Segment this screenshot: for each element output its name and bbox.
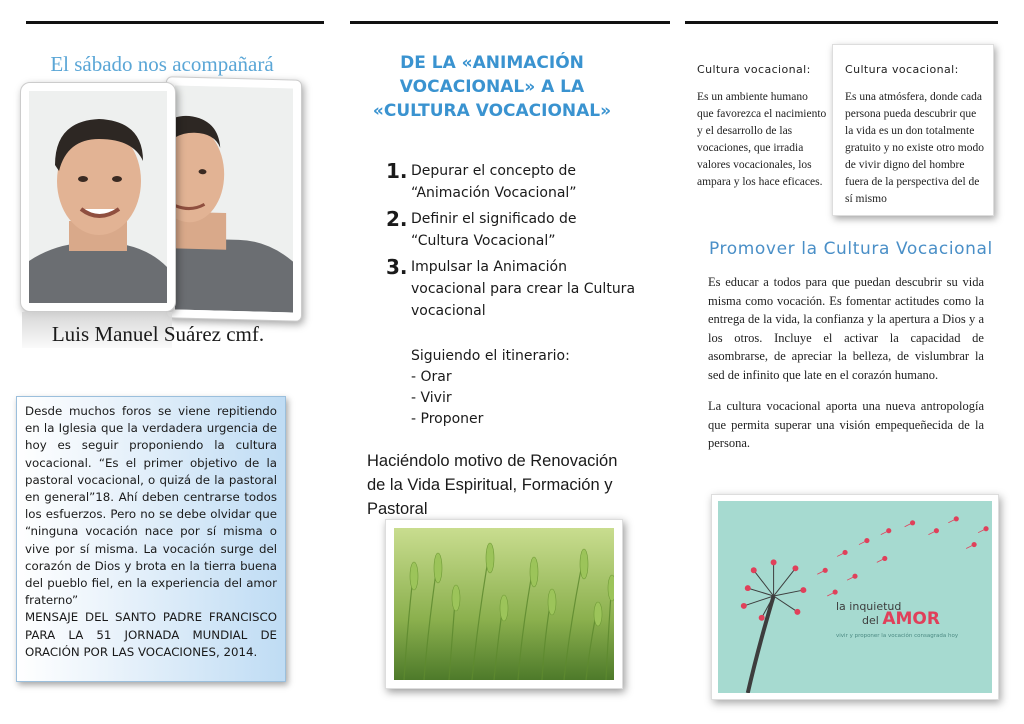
portrait-illustration [175,85,293,312]
amor-logo-del: del [862,614,879,627]
step-number: 1. [386,159,408,183]
step-item [386,256,636,322]
speaker-heading: El sábado nos acompañará [50,52,274,76]
definition-title: Cultura vocacional: [845,63,959,76]
definition-text: Es una atmósfera, donde cada persona pueda descubrir que la vida es un don totalmente gratuito y no existe otro modo de vivir digno del hombre fuera de la perspectiva del de sí mismo [845,91,984,205]
definition-text: Es un ambiente humano que favorezca el nacimiento y el desarrollo de las vocaciones, que irradia valores vocacionales, los ampara y los hace eficaces. [697,91,827,188]
section-title [366,51,618,123]
itinerary-item: - Proponer [411,411,484,427]
top-rule-right [685,21,998,24]
section-title-line: «CULTURA VOCACIONAL» [372,101,612,121]
itinerary-heading: Siguiendo el itinerario: [411,348,570,364]
step-number: 3. [386,255,408,279]
speaker-name: Luis Manuel Suárez cmf. [51,322,265,346]
top-rule-left [26,21,324,24]
promote-heading: Promover la Cultura Vocacional [709,239,993,259]
top-rule-middle [350,21,670,24]
wheat-illustration [394,528,614,680]
definition-ambiente [697,63,827,191]
amor-logo-line: la inquietud [836,600,902,613]
step-text: Definir el significado de “Cultura Vocacional” [411,211,577,249]
section-title-line: VOCACIONAL» A LA [399,77,585,97]
portrait-illustration [29,91,167,303]
speaker-photo-secondary [166,76,302,322]
wheat-image [385,519,623,689]
promote-body [708,273,984,466]
amor-logo [836,601,940,627]
dandelion-illustration [718,501,992,693]
promote-paragraph: La cultura vocacional aporta una nueva antropología que permita superar una visión empequeñecida de la persona. [708,399,984,450]
section-title-line: DE LA «ANIMACIÓN [400,53,584,73]
step-number: 2. [386,207,408,231]
itinerary-item: - Orar [411,369,452,385]
step-text: Impulsar la Animación vocacional para crear la Cultura vocacional [411,259,636,319]
speaker-photo [20,82,176,312]
amor-image [711,494,999,700]
definition-atmosfera [832,44,994,216]
steps-list [386,160,636,326]
renewal-text: Haciéndolo motivo de Renovación de la Vida Espiritual, Formación y Pastoral [367,452,618,518]
promote-paragraph: Es educar a todos para que puedan descubrir su vida misma como vocación. Es fomentar actitudes como la entrega de la vida, la confianza y la apertura a Dios y a los otros. Incluye el activar la capacidad de asombrarse, de apreciar la belleza, de vislumbrar la sed de infinito que late en el corazón humano. [708,275,984,382]
itinerary [411,346,631,430]
quote-box [16,396,286,682]
step-text: Depurar el concepto de “Animación Vocacional” [411,163,577,201]
quote-source: MENSAJE DEL SANTO PADRE FRANCISCO PARA LA 51 JORNADA MUNDIAL DE ORACIÓN POR LAS VOCACIONES, 2014. [25,610,277,659]
quote-text: Desde muchos foros se viene repitiendo en la Iglesia que la verdadera urgencia de hoy es seguir proponiendo la cultura vocacional. “Es el primer objetivo de la pastoral vocacional, o quizá de la pastoral en general”18. Ahí deben centrarse todos los esfuerzos. Pero no se debe olvidar que “ninguna vocación nace por sí misma o vive por sí misma. La vocación surge del corazón de Dios y brota en la tierra buena del pueblo fiel, en la experiencia del amor fraterno” [25,404,277,608]
step-item [386,208,636,252]
step-item [386,160,636,204]
amor-logo-line [836,609,940,629]
amor-logo-word: AMOR [882,609,940,629]
itinerary-item: - Vivir [411,390,452,406]
definition-title: Cultura vocacional: [697,63,811,76]
amor-tagline: vivir y proponer la vocación consagrada hoy [836,633,959,639]
